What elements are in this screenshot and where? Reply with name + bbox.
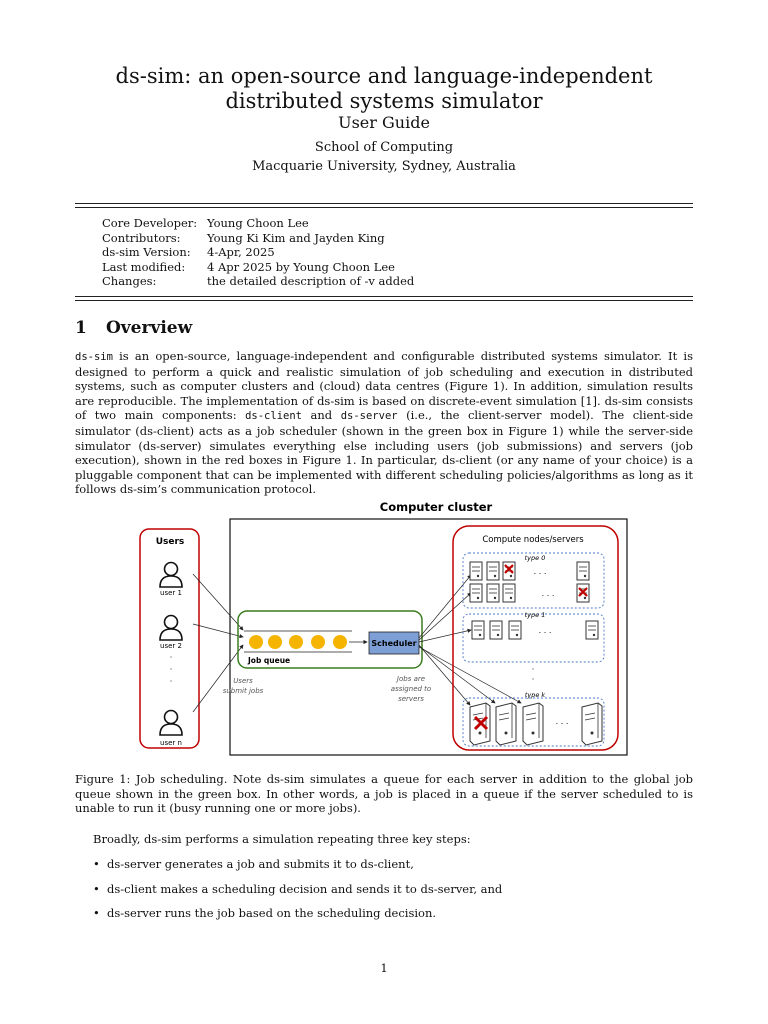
- meta-value: Young Ki Kim and Jayden King: [207, 230, 385, 245]
- ellipsis-dot: ·: [531, 665, 535, 674]
- submit-arrow: [193, 624, 243, 637]
- server-icon: [487, 584, 499, 602]
- meta-key: ds-sim Version:: [102, 245, 191, 260]
- list-item: • ds-server runs the job based on the scheduling decision.: [93, 906, 693, 931]
- ellipsis-dot: ·: [169, 677, 173, 686]
- large-server-icon: [523, 703, 543, 745]
- scheduler-label: Scheduler: [371, 639, 417, 648]
- meta-row: [102, 274, 414, 289]
- users-title: Users: [155, 537, 185, 547]
- users-submit-note: submit jobs: [222, 687, 264, 695]
- figure-caption: Figure 1: Job scheduling. Note ds-sim simulates a queue for each server in addition to the global job queue shown in the green box. In other words, a job is placed in a queue if the server scheduled to is unable to run it (busy running one or more jobs).: [75, 772, 693, 816]
- server-icon: [470, 584, 482, 602]
- meta-value: Young Choon Lee: [207, 216, 309, 230]
- broadly-paragraph: [75, 832, 693, 847]
- overview-text-3: (i.e., the client-server model). The client-side simulator (ds-client) acts as a job scheduler (shown in the green box in Figure 1) while the server-side simulator (ds-server) simulates everything else including users (job submissions) and servers (job execution), shown in the red boxes in Figure 1. In particular, ds-client (or any name of your choice) is a pluggable component that can be implemented with different scheduling policies/algorithms as long as it follows ds-sim’s communication protocol.: [75, 408, 694, 497]
- code-ds-client: ds-client: [245, 410, 302, 423]
- queued-job: [268, 635, 282, 649]
- meta-row: [102, 216, 414, 231]
- server-icon: [586, 621, 598, 639]
- section-number: 1: [75, 318, 87, 338]
- jobs-assigned-note: assigned to: [390, 685, 432, 693]
- meta-row: [102, 245, 414, 260]
- server-icon: [487, 562, 499, 580]
- meta-row: [102, 260, 414, 275]
- section-title: Overview: [106, 318, 193, 338]
- server-icon: [470, 562, 482, 580]
- list-item: • ds-client makes a scheduling decision and sends it to ds-server, and: [93, 882, 693, 907]
- figure-job-scheduling: [0, 490, 768, 765]
- user-label: user n: [160, 739, 182, 747]
- meta-key: Core Developer:: [102, 216, 198, 230]
- bottom-rule-2: [75, 300, 693, 301]
- broadly-text: Broadly, ds-sim performs a simulation repeating three key steps:: [93, 832, 471, 846]
- affiliation-school: School of Computing: [314, 140, 454, 155]
- meta-value: the detailed description of -v added: [207, 274, 415, 289]
- code-ds-sim: ds-sim: [75, 351, 113, 363]
- server-icon: [577, 562, 589, 580]
- server-icon: [503, 562, 515, 580]
- type-label: type k: [524, 691, 546, 699]
- ellipsis: . . .: [533, 567, 547, 576]
- users-box: [140, 529, 199, 748]
- overview-text-2: and: [302, 408, 341, 423]
- ellipsis: . . .: [538, 626, 552, 635]
- user-icon: [160, 616, 182, 641]
- steps-list: [93, 857, 693, 931]
- list-item: • ds-server generates a job and submits it to ds-client,: [93, 857, 693, 882]
- top-rule-1: [75, 203, 693, 204]
- submit-arrow: [193, 574, 243, 630]
- jobs-assigned-note: servers: [398, 695, 424, 703]
- document-metadata: [102, 216, 414, 289]
- large-server-icon: [496, 703, 516, 745]
- assign-arrow: [419, 647, 521, 703]
- user-label: user 2: [160, 642, 182, 650]
- subtitle: User Guide: [338, 113, 430, 132]
- meta-key: Last modified:: [102, 259, 186, 274]
- page-number: 1: [380, 961, 388, 975]
- queued-job: [311, 635, 325, 649]
- server-icon: [509, 621, 521, 639]
- meta-value: 4 Apr 2025 by Young Choon Lee: [207, 259, 395, 274]
- user-icon: [160, 711, 182, 736]
- server-icon: [472, 621, 484, 639]
- ellipsis-dot: ·: [531, 675, 535, 684]
- meta-row: [102, 231, 414, 246]
- ellipsis: . . .: [555, 717, 569, 726]
- queued-job: [249, 635, 263, 649]
- compute-title: Compute nodes/servers: [482, 535, 584, 545]
- title-line-2: distributed systems simulator: [225, 89, 543, 113]
- ellipsis-dot: ·: [169, 665, 173, 674]
- queued-job: [289, 635, 303, 649]
- affiliation-university: Macquarie University, Sydney, Australia: [252, 159, 516, 174]
- top-rule-2: [75, 207, 693, 208]
- server-icon: [503, 584, 515, 602]
- ellipsis: . . .: [541, 589, 555, 598]
- user-label: user 1: [160, 589, 182, 597]
- queued-job: [333, 635, 347, 649]
- jobs-assigned-note: Jobs are: [396, 675, 426, 683]
- section-heading: [75, 318, 192, 338]
- meta-value: 4-Apr, 2025: [207, 245, 275, 260]
- type-label: type 1: [524, 611, 546, 619]
- meta-key: Contributors:: [102, 230, 181, 245]
- meta-key: Changes:: [102, 274, 157, 289]
- overview-text-1: is an open-source, language-independent and configurable distributed systems simulator. It is designed to perform a quick and realistic simulation of job scheduling and execution in distributed systems, such as computer clusters and (cloud) data centres (Figure 1). In addition, simulation results are reproducible. The implementation of ds-sim is based on discrete-event simulation [1]. ds-sim consists of two main components:: [75, 349, 693, 423]
- type-label: type 0: [524, 554, 546, 562]
- assign-arrow: [419, 646, 495, 703]
- ellipsis-dot: ·: [169, 653, 173, 662]
- title-line-1: ds-sim: an open-source and language-independent: [115, 64, 653, 88]
- users-submit-note: Users: [233, 677, 253, 685]
- bottom-rule-1: [75, 296, 693, 297]
- server-icon: [490, 621, 502, 639]
- assign-arrow: [419, 645, 470, 705]
- cluster-title: Computer cluster: [379, 500, 493, 514]
- user-icon: [160, 563, 182, 588]
- job-queue-label: Job queue: [248, 656, 291, 665]
- overview-paragraph: [75, 349, 693, 497]
- large-server-icon: [582, 703, 602, 745]
- code-ds-server: ds-server: [340, 410, 398, 423]
